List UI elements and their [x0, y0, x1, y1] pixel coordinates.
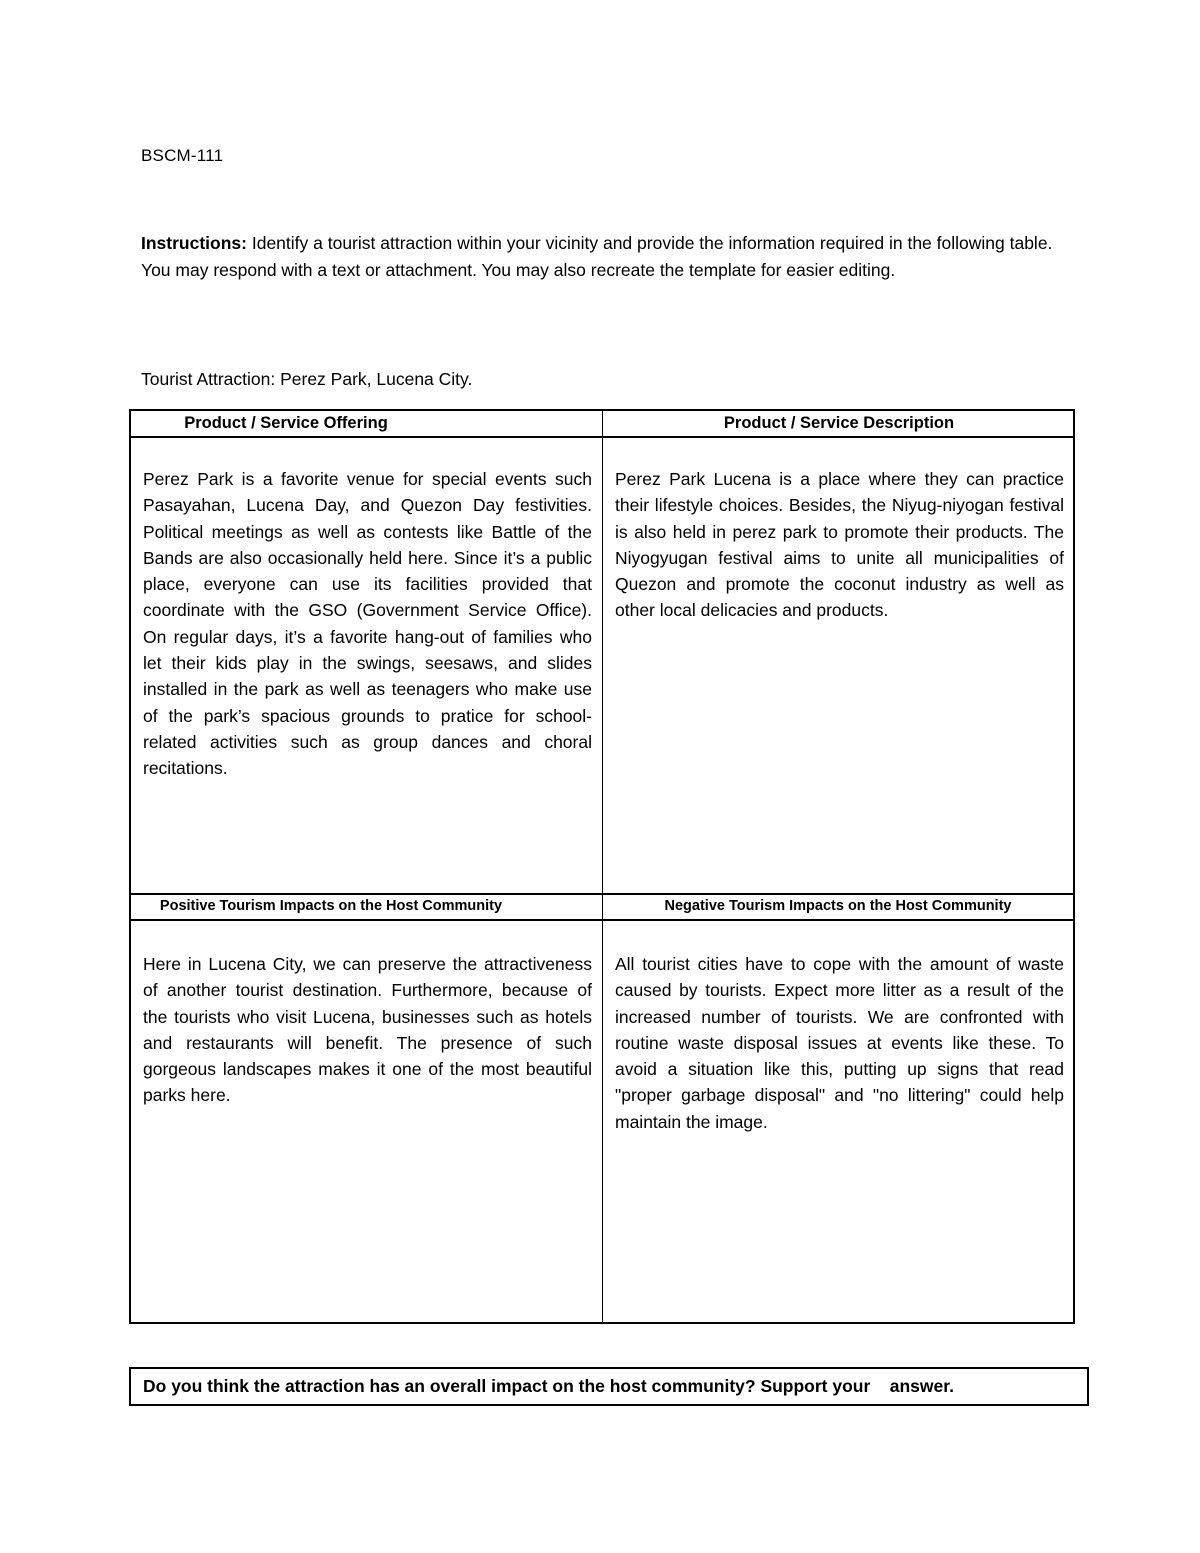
table-column-divider	[602, 411, 603, 1322]
header-product-description: Product / Service Description	[723, 414, 955, 432]
table-header-divider-top	[131, 436, 1073, 438]
table-header-divider-bottom	[131, 919, 1073, 921]
question-text: Do you think the attraction has an overall impact on the host community? Support your answer.	[143, 1376, 954, 1396]
question-box	[129, 1367, 1089, 1406]
cell-negative-impacts: All tourist cities have to cope with the amount of waste caused by tourists. Expect more litter as a result of the increased number of tourists. We are confronted with routine waste disposal issues at events like these. To avoid a situation like this, putting up signs that read "proper garbage disposal" and "no littering" could help maintain the image.	[615, 954, 1064, 1132]
cell-product-description: Perez Park Lucena is a place where they can practice their lifestyle choices. Besides, the Niyug-niyogan festival is also held in perez park to promote their products. The Niyogyugan festival aims to unite all municipalities of Quezon and promote the coconut industry as well as other local delicacies and products.	[615, 469, 1064, 621]
table-row-divider	[131, 893, 1073, 895]
cell-product-offering: Perez Park is a favorite venue for special events such Pasayahan, Lucena Day, and Quezon Day festivities. Political meetings as well as contests like Battle of the Bands are also occasionally held here. Since it’s a public place, everyone can use its facilities provided that coordinate with the GSO (Government Service Office). On regular days, it’s a favorite hang-out of families who let their kids play in the swings, seesaws, and slides installed in the park as well as teenagers who make use of the park’s spacious grounds to pratice for school-related activities such as group dances and choral recitations.	[143, 469, 592, 779]
instructions-lead: Instructions:	[141, 233, 247, 253]
instructions-body: Identify a tourist attraction within your vicinity and provide the information required in the following table. You may respond with a text or attachment. You may also recreate the template for easier editing.	[141, 233, 1053, 280]
tourism-table	[129, 409, 1075, 1324]
header-product-offering: Product / Service Offering	[184, 414, 388, 432]
header-negative-impacts: Negative Tourism Impacts on the Host Community	[664, 898, 1012, 914]
course-code: BSCM-111	[141, 146, 224, 165]
cell-positive-impacts: Here in Lucena City, we can preserve the attractiveness of another tourist destination. Furthermore, because of the tourists who visit Lucena, businesses such as hotels and restaurants will benefit. The presence of such gorgeous landscapes makes it one of the most beautiful parks here.	[143, 954, 592, 1106]
tourist-attraction-label: Tourist Attraction: Perez Park, Lucena City.	[141, 369, 473, 389]
instructions-paragraph	[141, 230, 1061, 283]
header-positive-impacts: Positive Tourism Impacts on the Host Community	[159, 898, 503, 914]
